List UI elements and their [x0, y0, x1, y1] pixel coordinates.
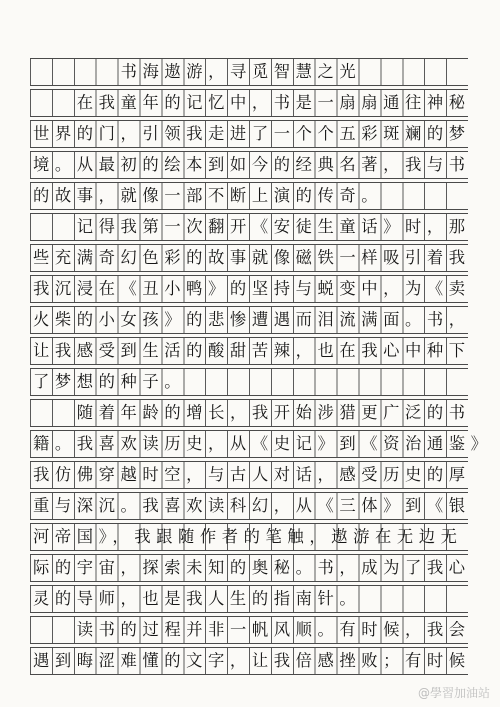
- essay-line: 让我感受到生活的酸甜苦辣，也在我心中种下: [33, 341, 471, 360]
- grid-row: [30, 182, 468, 210]
- essay-line: 境。从最初的绘本到如今的经典名著，我与书: [33, 155, 471, 174]
- essay-line: 些充满奇幻色彩的故事就像磁铁一样吸引着我: [33, 248, 471, 267]
- grid-row: [30, 492, 471, 520]
- grid-row: [30, 523, 468, 551]
- grid-row: [30, 585, 468, 613]
- grid-row: [30, 430, 493, 458]
- essay-line: 火柴的小女孩》的悲惨遭遇而泪流满面。书，: [33, 310, 471, 329]
- essay-line: 灵的导师，也是我人生的指南针。: [33, 589, 362, 608]
- grid-row: [30, 89, 471, 117]
- grid-row: [30, 461, 471, 489]
- essay-line: 随着年龄的增长，我开始涉猎更广泛的书: [76, 403, 471, 422]
- essay-line: 在我童年的记忆中，书是一扇扇通往神秘: [76, 93, 471, 112]
- grid-row: [30, 275, 471, 303]
- essay-line: 了梦想的种子。: [33, 372, 187, 391]
- essay-line: 读书的过程并非一帆风顺。有时候，我会: [76, 620, 471, 639]
- grid-row: [30, 647, 471, 675]
- essay-line: 的故事，就像一部不断上演的传奇。: [33, 186, 384, 205]
- essay-line: 我沉浸在《丑小鸭》的坚持与蜕变中，为《卖: [33, 279, 471, 298]
- grid-row: [30, 306, 471, 334]
- grid-row: [30, 151, 471, 179]
- essay-line: 记得我第一次翻开《安徒生童话》时，那: [76, 217, 471, 236]
- essay-grid-paper: [30, 58, 493, 678]
- watermark: @學習加油站: [417, 686, 490, 700]
- grid-row: [30, 58, 468, 86]
- essay-line: 际的宇宙，探索未知的奥秘。书，成为了我心: [33, 558, 471, 577]
- essay-line: 籍。我喜欢读历史，从《史记》到《资治通鉴》: [33, 434, 493, 453]
- essay-line: 遇到晦涩难懂的文字，让我倍感挫败；有时候: [33, 651, 471, 670]
- grid-row: [30, 120, 471, 148]
- grid-row: [30, 244, 471, 272]
- essay-title: 书海遨游，寻觅智慧之光: [120, 62, 362, 81]
- grid-row: [30, 337, 471, 365]
- essay-line: 世界的门，引领我走进了一个个五彩斑斓的梦: [33, 124, 471, 143]
- essay-line: 河帝国》，我跟随作者的笔触，遨游在无边无: [33, 527, 463, 546]
- essay-line: 我仿佛穿越时空，与古人对话，感受历史的厚: [33, 465, 471, 484]
- grid-row: [30, 399, 471, 427]
- essay-line: 重与深沉。我喜欢读科幻，从《三体》到《银: [33, 496, 471, 515]
- grid-row: [30, 554, 471, 582]
- grid-row: [30, 616, 471, 644]
- grid-row: [30, 213, 471, 241]
- grid-row: [30, 368, 468, 396]
